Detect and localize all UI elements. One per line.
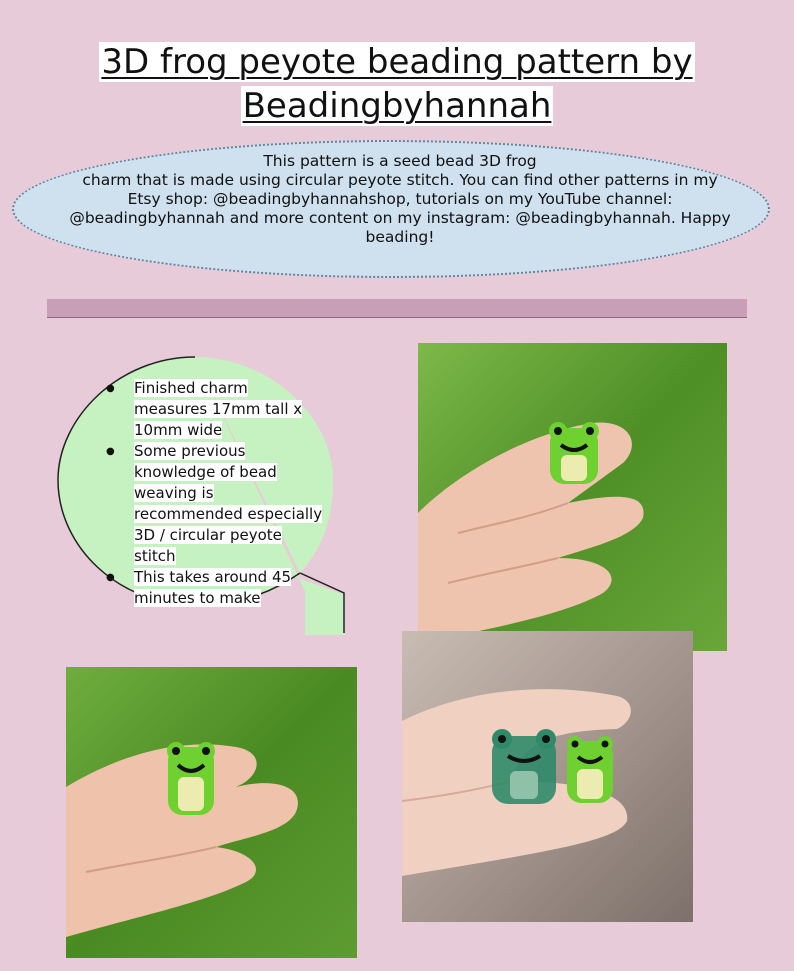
- green-frog-charm-icon: [549, 422, 599, 484]
- description-text: [40, 152, 760, 247]
- feature-list: [104, 378, 324, 609]
- teal-frog-charm-icon: [492, 729, 556, 804]
- description-line: beading!: [365, 228, 435, 246]
- description-line: This pattern is a seed bead 3D frog: [263, 152, 537, 170]
- frog-photo-top-right: [418, 343, 727, 651]
- description-line: charm that is made using circular peyote stitch. You can find other patterns in my: [82, 171, 718, 189]
- list-item: ● Finished charm measures 17mm tall x 10mm wide: [104, 378, 324, 441]
- frog-photo-bottom-right: [402, 631, 693, 922]
- title-line-1: 3D frog peyote beading pattern by: [101, 42, 693, 82]
- list-item: ● Some previous knowledge of bead weaving is recommended especially 3D / circular peyote stitch: [104, 441, 324, 567]
- green-frog-charm-icon: [567, 736, 613, 803]
- page-title: [0, 40, 794, 128]
- divider-bar: [47, 299, 747, 318]
- list-item: ● This takes around 45 minutes to make: [104, 567, 324, 609]
- description-line: Etsy shop: @beadingbyhannahshop, tutorials on my YouTube channel:: [127, 190, 673, 208]
- title-line-2: Beadingbyhannah: [242, 86, 552, 126]
- green-frog-charm-icon: [167, 742, 215, 815]
- frog-photo-bottom-left: [66, 667, 357, 958]
- description-line: @beadingbyhannah and more content on my instagram: @beadingbyhannah. Happy: [69, 209, 731, 227]
